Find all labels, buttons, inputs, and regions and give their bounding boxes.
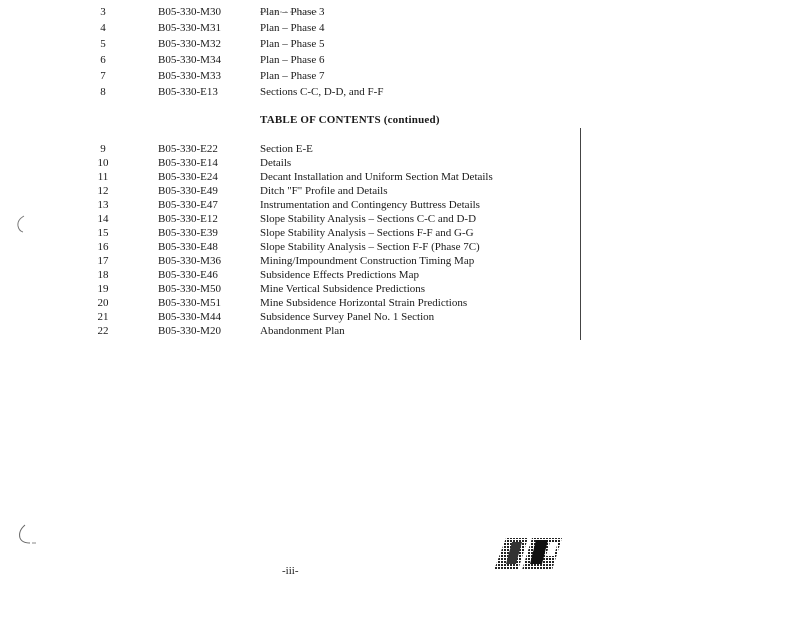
toc-drawing-code: B05-330-E46 xyxy=(158,269,218,281)
punch-hole-mark xyxy=(14,214,28,239)
toc-number: 14 xyxy=(97,213,109,225)
toc-drawing-code: B05-330-E14 xyxy=(158,157,218,169)
toc-number: 10 xyxy=(97,157,109,169)
toc-description: Mining/Impoundment Construction Timing Map xyxy=(260,255,475,267)
toc-description: Sections C-C, D-D, and F-F xyxy=(260,86,384,98)
toc-number: 9 xyxy=(100,143,106,155)
toc-description: Instrumentation and Contingency Buttress Details xyxy=(260,199,480,211)
toc-description: Section E-E xyxy=(260,143,313,155)
toc-description: Subsidence Effects Predictions Map xyxy=(260,269,419,281)
toc-description: Plan – Phase 4 xyxy=(260,22,325,34)
toc-number: 20 xyxy=(97,297,109,309)
toc-number: 17 xyxy=(97,255,109,267)
toc-description: Plan – Phase 7 xyxy=(260,70,325,82)
toc-description: Plan – Phase 6 xyxy=(260,54,325,66)
toc-drawing-code: B05-330-M31 xyxy=(158,22,221,34)
toc-drawing-code: B05-330-E39 xyxy=(158,227,218,239)
toc-drawing-code: B05-330-M32 xyxy=(158,38,221,50)
toc-description: Plan – Phase 3 xyxy=(260,6,325,18)
toc-number: 13 xyxy=(97,199,109,211)
toc-description: Abandonment Plan xyxy=(260,325,345,337)
toc-drawing-code: B05-330-E47 xyxy=(158,199,218,211)
toc-drawing-code: B05-330-E13 xyxy=(158,86,218,98)
toc-number: 4 xyxy=(100,22,106,34)
toc-description: Subsidence Survey Panel No. 1 Section xyxy=(260,311,435,323)
toc-drawing-code: B05-330-E12 xyxy=(158,213,218,225)
toc-number: 3 xyxy=(100,6,106,18)
toc-number: 18 xyxy=(97,269,109,281)
toc-description: Decant Installation and Uniform Section Mat Details xyxy=(260,171,493,183)
toc-drawing-code: B05-330-M33 xyxy=(158,70,221,82)
toc-drawing-code: B05-330-M34 xyxy=(158,54,221,66)
toc-number: 7 xyxy=(100,70,106,82)
toc-description: Mine Vertical Subsidence Predictions xyxy=(260,283,426,295)
toc-description: Slope Stability Analysis – Section F-F (Phase 7C) xyxy=(260,241,480,253)
toc-number: 12 xyxy=(97,185,109,197)
toc-drawing-code: B05-330-M51 xyxy=(158,297,221,309)
toc-description: Details xyxy=(260,157,292,169)
toc-drawing-code: B05-330-M36 xyxy=(158,255,221,267)
toc-number: 11 xyxy=(97,171,109,183)
toc-number: 6 xyxy=(100,54,106,66)
revision-bar xyxy=(580,128,581,340)
toc-description: Mine Subsidence Horizontal Strain Predictions xyxy=(260,297,468,309)
toc-number: 21 xyxy=(97,311,109,323)
toc-number: 15 xyxy=(97,227,109,239)
toc-description: Plan – Phase 5 xyxy=(260,38,325,50)
toc-number: 22 xyxy=(97,325,109,337)
toc-drawing-code: B05-330-M50 xyxy=(158,283,221,295)
toc-drawing-code: B05-330-M44 xyxy=(158,311,221,323)
toc-drawing-code: B05-330-E24 xyxy=(158,171,218,183)
toc-drawing-code: B05-330-E48 xyxy=(158,241,218,253)
toc-drawing-code: B05-330-E22 xyxy=(158,143,218,155)
toc-description: Ditch "F" Profile and Details xyxy=(260,185,388,197)
toc-drawing-code: B05-330-M30 xyxy=(158,6,221,18)
punch-hole-mark xyxy=(16,523,38,552)
toc-continued-heading: TABLE OF CONTENTS (continued) xyxy=(260,114,440,126)
toc-number: 16 xyxy=(97,241,109,253)
toc-number: 19 xyxy=(97,283,109,295)
cutoff-text-fragment xyxy=(260,0,320,2)
toc-number: 8 xyxy=(100,86,106,98)
page-number: -iii- xyxy=(282,565,299,577)
toc-drawing-code: B05-330-M20 xyxy=(158,325,221,337)
stamp-logo-icon xyxy=(492,534,564,572)
toc-drawing-code: B05-330-E49 xyxy=(158,185,218,197)
toc-description: Slope Stability Analysis – Sections C-C and D-D xyxy=(260,213,477,225)
toc-number: 5 xyxy=(100,38,106,50)
toc-description: Slope Stability Analysis – Sections F-F and G-G xyxy=(260,227,474,239)
